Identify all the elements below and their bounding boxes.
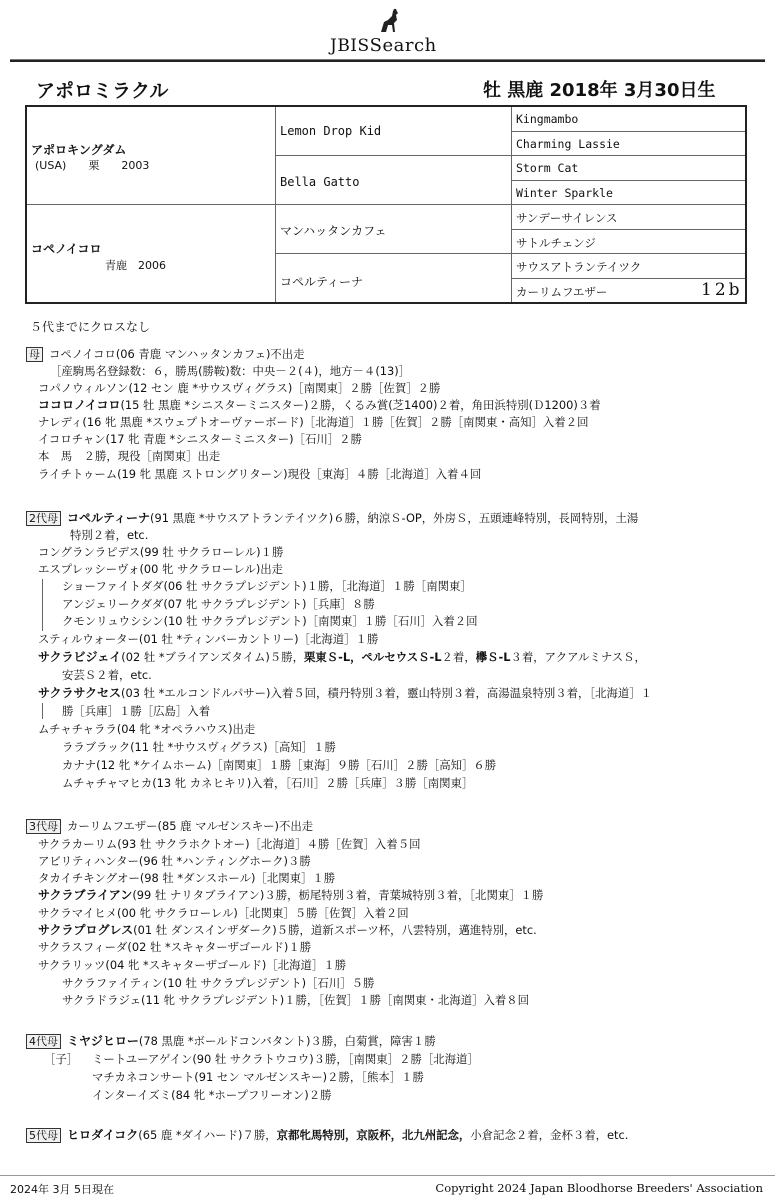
pedigree-table	[25, 105, 747, 304]
list-item-cont: 勝［兵庫］１勝［広島］入着	[62, 704, 211, 718]
list-item: ムチャチャララ(04 牝 *オペラハウス)出走	[38, 722, 256, 736]
list-item-detail: (02 牡 *ブライアンズタイム)５勝，	[121, 650, 304, 664]
section-label-gen4: 4代母	[26, 1034, 61, 1049]
pedigree-divider	[511, 180, 745, 181]
pedigree-divider	[511, 229, 745, 230]
gen3-dam-entry: カーリムフエザー(85 鹿 マルゼンスキー)不出走	[67, 819, 314, 833]
section-label-gen2: 2代母	[26, 511, 61, 526]
list-item: タカイチキングオー(98 牡 *ダンスホール)［北関東］１勝	[38, 871, 336, 885]
list-item: アビリティハンター(96 牡 *ハンティングホーク)３勝	[38, 854, 311, 868]
horse-rider-icon	[378, 8, 402, 34]
list-item: サクラマイヒメ(00 牝 サクラローレル)［北関東］５勝［佐賀］入着２回	[38, 906, 409, 920]
footer-date: 2024年 3月 5日現在	[10, 1183, 114, 1196]
pedigree-gen3-8[interactable]: カーリムフエザー	[516, 285, 608, 299]
list-item: サクラファイティン(10 牡 サクラプレジデント)［石川］５勝	[62, 976, 375, 990]
list-item-race: 欅Ｓ-L	[475, 650, 511, 664]
list-item-cont: 安芸Ｓ２着，etc.	[62, 668, 152, 682]
pedigree-gen2-sire-dam[interactable]: Bella Gatto	[280, 175, 360, 189]
pedigree-gen3-3[interactable]: Storm Cat	[516, 161, 579, 175]
pedigree-gen3-7[interactable]: サウスアトランテイツク	[516, 260, 642, 274]
gen2-dam-detail-cont: 特別２着，etc.	[70, 528, 149, 542]
list-item: クモンリュウシシン(10 牡 サクラプレジデント)［南関東］１勝［石川］入着２回	[62, 614, 478, 628]
header-rule	[10, 59, 765, 62]
dam-entry: コペノイコロ(06 青鹿 マンハッタンカフェ)不出走	[49, 347, 305, 361]
list-item	[38, 887, 543, 903]
gen4-dam-name: ミヤジヒロー	[67, 1034, 139, 1048]
list-item-race: 栗東Ｓ-L，ペルセウスＳ-L	[303, 650, 442, 664]
gen5-dam-detail-tail: 小倉記念２着，金杯３着，etc.	[470, 1128, 629, 1142]
child-label: ［子］	[44, 1052, 79, 1066]
list-item: 本 馬 ２勝，現役［南関東］出走	[38, 449, 221, 463]
list-item-detail: ３着，アクアルミナスＳ，	[510, 650, 646, 664]
pedigree-divider	[511, 131, 745, 132]
horse-info: 牡 黒鹿 2018年 3月30日生	[483, 80, 716, 101]
family-number: 12b	[701, 280, 743, 300]
footer-copyright: Copyright 2024 Japan Bloodhorse Breeders' Association	[435, 1181, 763, 1195]
list-item	[38, 922, 537, 938]
gen4-dam-detail: (78 黒鹿 *ボールドコンバタント)３勝，白菊賞，障害１勝	[138, 1034, 436, 1048]
section-label-gen5: 5代母	[26, 1128, 61, 1143]
list-item: コングランラピデス(99 牡 サクラローレル)１勝	[38, 545, 284, 559]
gen5-dam-name: ヒロダイコク	[67, 1128, 139, 1142]
footer-rule	[0, 1175, 775, 1176]
gen5-section-head	[26, 1127, 628, 1143]
list-item: ナレディ(16 牝 黒鹿 *スウェプトオーヴァーボード)［北海道］１勝［佐賀］２勝［南関東・高知］入着２回	[38, 415, 589, 429]
pedigree-gen2-sire-sire[interactable]: Lemon Drop Kid	[280, 124, 382, 138]
list-item: サクラリッツ(04 牝 *スキャターザゴールド)［北海道］１勝	[38, 958, 347, 972]
list-item: ララブラック(11 牡 *サウスヴィグラス)［高知］１勝	[62, 740, 336, 754]
list-item-name: サクラビジェイ	[38, 650, 122, 664]
gen2-section-head	[26, 510, 638, 526]
list-item	[38, 649, 646, 665]
list-item: アンジェリークダダ(07 牝 サクラプレジデント)［兵庫］８勝	[62, 597, 375, 611]
list-item-detail: (03 牡 *エルコンドルパサー)入着５回，積丹特別３着，靈山特別３着，高湯温泉特別３着，［北海道］１	[121, 686, 653, 700]
list-item: サクラスフィーダ(02 牡 *スキャターザゴールド)１勝	[38, 940, 312, 954]
dam-details: 青鹿 2006	[105, 259, 166, 272]
list-item-detail: (99 牡 ナリタブライアン)３勝，栃尾特別３着，青葉城特別３着，［北関東］１勝	[132, 888, 544, 902]
pedigree-divider	[27, 204, 745, 205]
list-item-name: ココロノイコロ	[38, 398, 121, 412]
descendant-bar	[42, 579, 43, 631]
logo-text	[330, 35, 437, 56]
section-label-gen3: 3代母	[26, 819, 61, 834]
list-item: インターイズミ(84 牝 *ホープフリーオン)２勝	[92, 1088, 332, 1102]
dam-name[interactable]: コペノイコロ	[31, 242, 102, 256]
pedigree-divider	[275, 155, 745, 156]
list-item: エスプレッシーヴォ(00 牝 サクラローレル)出走	[38, 562, 284, 576]
list-item: サクラカーリム(93 牡 サクラホクトオー)［北海道］４勝［佐賀］入着５回	[38, 837, 421, 851]
gen3-section-head	[26, 818, 313, 834]
descendant-bar	[42, 703, 43, 719]
list-item-detail: ２着，	[441, 650, 476, 664]
pedigree-divider	[511, 278, 745, 279]
pedigree-gen3-6[interactable]: サトルチェンジ	[516, 236, 596, 250]
pedigree-gen3-1[interactable]: Kingmambo	[516, 112, 579, 126]
list-item: ライチトゥーム(19 牝 黒鹿 ストロングリターン)現役［東海］４勝［北海道］入着４回	[38, 467, 482, 481]
pedigree-gen2-dam-sire[interactable]: マンハッタンカフェ	[280, 224, 387, 238]
list-item: サクラドラジェ(11 牝 サクラプレジデント)１勝，［佐賀］１勝［南関東・北海道］入着８回	[62, 993, 530, 1007]
logo-text-search: Search	[369, 35, 437, 56]
list-item: カナナ(12 牝 *ケイムホーム)［南関東］１勝［東海］９勝［石川］２勝［高知］６勝	[62, 758, 497, 772]
list-item-detail: (15 牡 黒鹿 *シニスターミニスター)２勝，くるみ賞(芝1400)２着，角田浜特別(Ｄ1200)３着	[120, 398, 601, 412]
section-label-dam: 母	[26, 347, 43, 362]
list-item: マチカネコンサート(91 セン マルゼンスキー)２勝，［熊本］１勝	[92, 1070, 424, 1084]
list-item-name: サクラプログレス	[38, 923, 134, 937]
pedigree-gen3-2[interactable]: Charming Lassie	[516, 137, 620, 151]
list-item-name: サクラブライアン	[38, 888, 133, 902]
pedigree-gen3-4[interactable]: Winter Sparkle	[516, 186, 613, 200]
list-item: コパノウィルソン(12 セン 鹿 *サウスヴィグラス)［南関東］２勝［佐賀］２勝	[38, 381, 441, 395]
gen2-dam-name: コペルティーナ	[67, 511, 151, 525]
inbreeding-note: ５代までにクロスなし	[30, 320, 151, 334]
sire-name[interactable]: アポロキングダム	[31, 143, 127, 157]
horse-name: アポロミラクル	[36, 80, 169, 102]
list-item: ショーファイトダダ(06 牡 サクラプレジデント)１勝，［北海道］１勝［南関東］	[62, 579, 472, 593]
list-item-detail: (01 牡 ダンスインザダーク)５勝，道新スポーツ杯，八雲特別，邁進特別，etc.	[133, 923, 537, 937]
list-item: ムチャチャマヒカ(13 牝 カネヒキリ)入着，［石川］２勝［兵庫］３勝［南関東］	[62, 776, 474, 790]
list-item: ミートユーアゲイン(90 牡 サクラトウコウ)３勝，［南関東］２勝［北海道］	[92, 1052, 479, 1066]
dam-produce-stats: ［産駒馬名登録数：６，勝馬(勝鞍)数：中央－２(４)，地方－４(13)］	[50, 364, 411, 378]
dam-section-head	[26, 346, 305, 362]
list-item-name: サクラサクセス	[38, 686, 122, 700]
list-item: スティルウォーター(01 牡 *ティンバーカントリー)［北海道］１勝	[38, 632, 379, 646]
pedigree-divider	[275, 253, 745, 254]
sire-details: (USA) 栗 2003	[35, 159, 150, 172]
gen4-section-head	[26, 1033, 436, 1049]
gen5-dam-detail: (65 鹿 *ダイハード)７勝，	[138, 1128, 277, 1142]
pedigree-gen3-5[interactable]: サンデーサイレンス	[516, 211, 618, 225]
list-item: イコロチャン(17 牝 青鹿 *シニスターミニスター)［石川］２勝	[38, 432, 362, 446]
jbis-logo[interactable]	[330, 8, 460, 56]
logo-text-jbis: JBIS	[330, 36, 370, 56]
list-item	[38, 685, 652, 701]
list-item	[38, 397, 601, 413]
pedigree-gen2-dam-dam[interactable]: コペルティーナ	[280, 275, 364, 289]
gen5-dam-races: 京都牝馬特別，京阪杯，北九州記念，	[276, 1128, 471, 1142]
gen2-dam-detail: (91 黒鹿 *サウスアトランテイツク)６勝，納涼Ｓ-OP，外房Ｓ，五頭連峰特別，長岡特別，土湯	[150, 511, 639, 525]
